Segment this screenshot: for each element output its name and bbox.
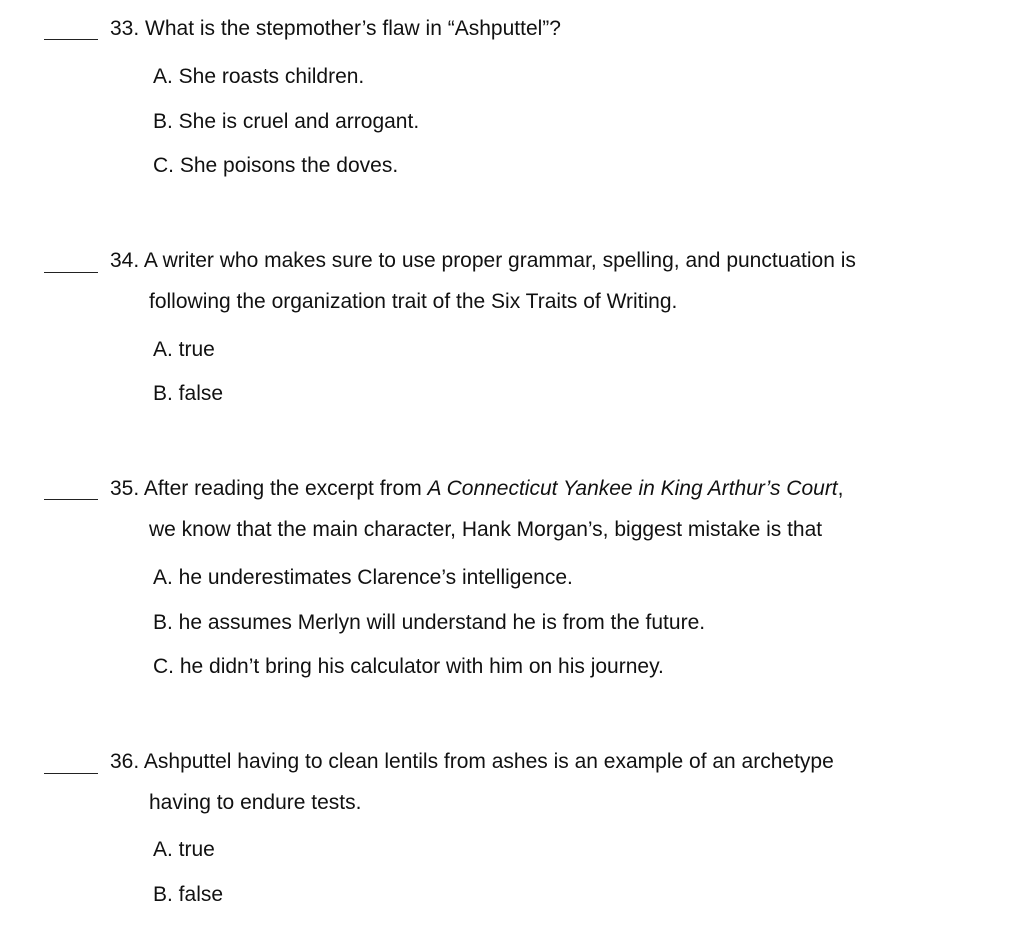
- question-text-continued: following the organization trait of the Six Traits of Writing.: [149, 290, 678, 313]
- answer-blank-34[interactable]: [44, 272, 98, 273]
- option-a: A. She roasts children.: [153, 65, 365, 88]
- question-35-stem: [110, 477, 844, 501]
- book-title: A Connecticut Yankee in King Arthur’s Court: [427, 477, 838, 500]
- question-text-post: ,: [837, 477, 844, 500]
- question-34-stem: [110, 249, 856, 273]
- question-number: 35.: [110, 477, 140, 500]
- question-number: 34.: [110, 249, 140, 272]
- option-a: A. true: [153, 838, 215, 861]
- answer-blank-36[interactable]: [44, 773, 98, 774]
- question-text-continued: having to endure tests.: [149, 791, 362, 814]
- option-c: C. She poisons the doves.: [153, 154, 399, 177]
- answer-blank-33[interactable]: [44, 39, 98, 40]
- question-33-stem: [110, 17, 561, 41]
- option-a: A. he underestimates Clarence’s intelligence.: [153, 566, 573, 589]
- question-text-pre: After reading the excerpt from: [143, 477, 428, 500]
- answer-blank-35[interactable]: [44, 499, 98, 500]
- question-text: A writer who makes sure to use proper grammar, spelling, and punctuation is: [143, 249, 856, 272]
- option-b: B. false: [153, 883, 224, 906]
- option-c: C. he didn’t bring his calculator with him on his journey.: [153, 655, 664, 678]
- question-36-stem: [110, 750, 834, 774]
- option-b: B. She is cruel and arrogant.: [153, 110, 420, 133]
- option-b: B. he assumes Merlyn will understand he is from the future.: [153, 611, 706, 634]
- question-text: What is the stepmother’s flaw in “Ashputtel”?: [145, 17, 561, 40]
- question-number: 33.: [110, 17, 140, 40]
- question-text: Ashputtel having to clean lentils from ashes is an example of an archetype: [143, 750, 834, 773]
- option-b: B. false: [153, 382, 224, 405]
- question-text-continued: we know that the main character, Hank Morgan’s, biggest mistake is that: [149, 518, 823, 541]
- question-number: 36.: [110, 750, 140, 773]
- option-a: A. true: [153, 338, 215, 361]
